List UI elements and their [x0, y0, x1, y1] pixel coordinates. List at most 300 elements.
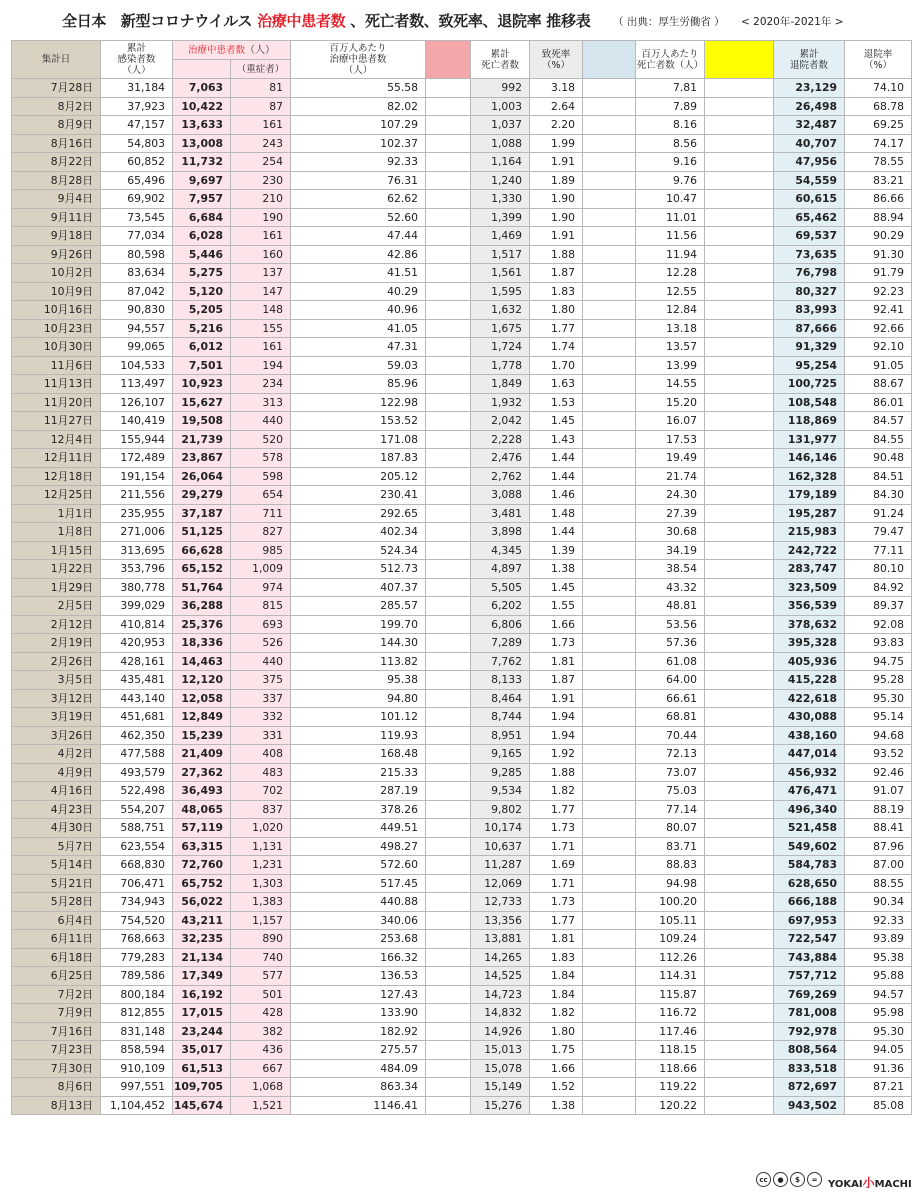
table-row: [12, 1078, 912, 1097]
cell-blue-spacer: [583, 171, 636, 190]
cell-blue-spacer: [583, 227, 636, 246]
cell-per-million-deaths: 72.13: [636, 745, 705, 764]
cell-yellow-spacer: [705, 893, 774, 912]
cell-blue-spacer: [583, 1004, 636, 1023]
cell-fatality-rate: 1.48: [530, 504, 583, 523]
cell-yellow-spacer: [705, 208, 774, 227]
cell-discharge-rate: 88.41: [845, 819, 912, 838]
cell-blue-spacer: [583, 560, 636, 579]
cell-cumulative-infected: 83,634: [101, 264, 173, 283]
cell-discharge-rate: 74.17: [845, 134, 912, 153]
cell-discharge-rate: 80.10: [845, 560, 912, 579]
cell-per-million-deaths: 21.74: [636, 467, 705, 486]
cell-fatality-rate: 1.38: [530, 560, 583, 579]
cell-cumulative-deaths: 1,330: [471, 190, 530, 209]
cell-treatment-accent: [426, 671, 471, 690]
cell-fatality-rate: 1.73: [530, 819, 583, 838]
cell-per-million-deaths: 117.46: [636, 1022, 705, 1041]
cell-in-treatment: 65,752: [173, 874, 231, 893]
cell-in-treatment: 13,008: [173, 134, 231, 153]
cell-cumulative-deaths: 9,165: [471, 745, 530, 764]
cell-cumulative-discharged: 438,160: [774, 726, 845, 745]
cell-cumulative-infected: 588,751: [101, 819, 173, 838]
cell-yellow-spacer: [705, 190, 774, 209]
cell-per-million-treatment: 863.34: [291, 1078, 426, 1097]
cell-discharge-rate: 84.51: [845, 467, 912, 486]
cell-per-million-treatment: 127.43: [291, 985, 426, 1004]
cell-blue-spacer: [583, 837, 636, 856]
cell-cumulative-infected: 37,923: [101, 97, 173, 116]
table-row: [12, 541, 912, 560]
cell-cumulative-deaths: 6,202: [471, 597, 530, 616]
cell-treatment-accent: [426, 412, 471, 431]
cell-cumulative-deaths: 14,926: [471, 1022, 530, 1041]
cell-in-treatment: 63,315: [173, 837, 231, 856]
cell-cumulative-deaths: 1,932: [471, 393, 530, 412]
cell-severe: 577: [231, 967, 291, 986]
cell-discharge-rate: 86.01: [845, 393, 912, 412]
table-row: [12, 301, 912, 320]
cell-per-million-deaths: 115.87: [636, 985, 705, 1004]
cell-treatment-accent: [426, 1022, 471, 1041]
cell-date: 1月8日: [12, 523, 101, 542]
table-row: [12, 412, 912, 431]
cell-cumulative-deaths: 1,724: [471, 338, 530, 357]
cell-date: 5月7日: [12, 837, 101, 856]
cell-per-million-deaths: 9.16: [636, 153, 705, 172]
cell-cumulative-infected: 858,594: [101, 1041, 173, 1060]
cell-cumulative-deaths: 2,762: [471, 467, 530, 486]
cell-blue-spacer: [583, 1022, 636, 1041]
cell-per-million-treatment: 40.29: [291, 282, 426, 301]
cell-severe: 1,009: [231, 560, 291, 579]
cell-severe: 408: [231, 745, 291, 764]
cell-discharge-rate: 94.68: [845, 726, 912, 745]
cell-per-million-deaths: 70.44: [636, 726, 705, 745]
cell-discharge-rate: 92.66: [845, 319, 912, 338]
cell-cumulative-discharged: 521,458: [774, 819, 845, 838]
cell-blue-spacer: [583, 1078, 636, 1097]
cell-in-treatment: 61,513: [173, 1059, 231, 1078]
in-treatment-label: 治療中患者数: [188, 44, 246, 56]
cell-fatality-rate: 1.91: [530, 153, 583, 172]
cell-severe: 161: [231, 227, 291, 246]
cell-cumulative-discharged: 781,008: [774, 1004, 845, 1023]
table-row: [12, 171, 912, 190]
cell-per-million-treatment: 407.37: [291, 578, 426, 597]
table-row: [12, 652, 912, 671]
cell-discharge-rate: 92.08: [845, 615, 912, 634]
cell-treatment-accent: [426, 375, 471, 394]
cell-yellow-spacer: [705, 1041, 774, 1060]
cell-per-million-treatment: 378.26: [291, 800, 426, 819]
cell-fatality-rate: 3.18: [530, 79, 583, 98]
cell-treatment-accent: [426, 208, 471, 227]
table-row: [12, 615, 912, 634]
cell-in-treatment: 11,732: [173, 153, 231, 172]
cell-cumulative-infected: 77,034: [101, 227, 173, 246]
cell-severe: 440: [231, 652, 291, 671]
cell-fatality-rate: 1.84: [530, 967, 583, 986]
cell-per-million-deaths: 12.84: [636, 301, 705, 320]
cell-yellow-spacer: [705, 671, 774, 690]
cell-blue-spacer: [583, 652, 636, 671]
cell-cumulative-discharged: 666,188: [774, 893, 845, 912]
cell-per-million-deaths: 57.36: [636, 634, 705, 653]
cell-fatality-rate: 1.80: [530, 301, 583, 320]
cell-cumulative-infected: 94,557: [101, 319, 173, 338]
cell-yellow-spacer: [705, 911, 774, 930]
table-row: [12, 79, 912, 98]
cell-cumulative-infected: 104,533: [101, 356, 173, 375]
cell-per-million-treatment: 144.30: [291, 634, 426, 653]
cell-in-treatment: 7,501: [173, 356, 231, 375]
cell-discharge-rate: 94.05: [845, 1041, 912, 1060]
cell-in-treatment: 65,152: [173, 560, 231, 579]
cell-severe: 827: [231, 523, 291, 542]
cell-in-treatment: 14,463: [173, 652, 231, 671]
cell-per-million-deaths: 119.22: [636, 1078, 705, 1097]
cell-cumulative-deaths: 1,849: [471, 375, 530, 394]
cell-yellow-spacer: [705, 486, 774, 505]
cell-per-million-deaths: 118.15: [636, 1041, 705, 1060]
cell-severe: 520: [231, 430, 291, 449]
cell-fatality-rate: 1.75: [530, 1041, 583, 1060]
cell-cumulative-infected: 754,520: [101, 911, 173, 930]
cell-severe: 483: [231, 763, 291, 782]
cell-severe: 243: [231, 134, 291, 153]
cell-blue-spacer: [583, 319, 636, 338]
cell-blue-spacer: [583, 708, 636, 727]
cell-date: 3月26日: [12, 726, 101, 745]
cell-blue-spacer: [583, 893, 636, 912]
cell-per-million-treatment: 47.31: [291, 338, 426, 357]
cell-date: 10月16日: [12, 301, 101, 320]
table-row: [12, 97, 912, 116]
cell-cumulative-infected: 768,663: [101, 930, 173, 949]
cell-fatality-rate: 1.71: [530, 874, 583, 893]
cell-yellow-spacer: [705, 356, 774, 375]
cell-in-treatment: 145,674: [173, 1096, 231, 1115]
cell-yellow-spacer: [705, 430, 774, 449]
cell-cumulative-deaths: 8,744: [471, 708, 530, 727]
cell-fatality-rate: 1.83: [530, 282, 583, 301]
cell-per-million-treatment: 168.48: [291, 745, 426, 764]
cell-per-million-deaths: 12.55: [636, 282, 705, 301]
cell-in-treatment: 5,205: [173, 301, 231, 320]
cell-discharge-rate: 92.23: [845, 282, 912, 301]
cell-treatment-accent: [426, 1041, 471, 1060]
cell-cumulative-infected: 140,419: [101, 412, 173, 431]
cell-fatality-rate: 1.87: [530, 671, 583, 690]
col-cumulative-infected-header: 累計 感染者数 （人）: [101, 41, 173, 79]
cell-discharge-rate: 88.19: [845, 800, 912, 819]
cell-fatality-rate: 1.94: [530, 708, 583, 727]
cell-in-treatment: 12,849: [173, 708, 231, 727]
cell-discharge-rate: 95.38: [845, 948, 912, 967]
cell-per-million-deaths: 48.81: [636, 597, 705, 616]
cell-cumulative-discharged: 447,014: [774, 745, 845, 764]
cell-yellow-spacer: [705, 449, 774, 468]
table-row: [12, 1059, 912, 1078]
cell-treatment-accent: [426, 1059, 471, 1078]
cell-in-treatment: 21,409: [173, 745, 231, 764]
cell-severe: 161: [231, 338, 291, 357]
cell-date: 2月19日: [12, 634, 101, 653]
cell-date: 9月4日: [12, 190, 101, 209]
cell-fatality-rate: 1.44: [530, 449, 583, 468]
cell-cumulative-deaths: 1,037: [471, 116, 530, 135]
cell-discharge-rate: 86.66: [845, 190, 912, 209]
cell-cumulative-deaths: 2,476: [471, 449, 530, 468]
table-row: [12, 467, 912, 486]
cell-cumulative-discharged: 87,666: [774, 319, 845, 338]
cell-yellow-spacer: [705, 634, 774, 653]
cell-in-treatment: 9,697: [173, 171, 231, 190]
cell-severe: 440: [231, 412, 291, 431]
cell-blue-spacer: [583, 689, 636, 708]
cell-cumulative-infected: 399,029: [101, 597, 173, 616]
cell-cumulative-infected: 87,042: [101, 282, 173, 301]
cell-blue-spacer: [583, 282, 636, 301]
table-row: [12, 208, 912, 227]
cell-fatality-rate: 1.46: [530, 486, 583, 505]
cell-in-treatment: 15,239: [173, 726, 231, 745]
cell-per-million-treatment: 133.90: [291, 1004, 426, 1023]
cell-treatment-accent: [426, 467, 471, 486]
table-row: [12, 153, 912, 172]
cell-yellow-spacer: [705, 689, 774, 708]
cell-cumulative-discharged: 872,697: [774, 1078, 845, 1097]
cell-treatment-accent: [426, 541, 471, 560]
cell-blue-spacer: [583, 726, 636, 745]
cell-in-treatment: 16,192: [173, 985, 231, 1004]
cell-in-treatment: 5,216: [173, 319, 231, 338]
cell-discharge-rate: 79.47: [845, 523, 912, 542]
cell-cumulative-deaths: 3,088: [471, 486, 530, 505]
cell-yellow-spacer: [705, 782, 774, 801]
cell-per-million-deaths: 10.47: [636, 190, 705, 209]
cell-yellow-spacer: [705, 338, 774, 357]
cell-per-million-deaths: 64.00: [636, 671, 705, 690]
cell-severe: 1,068: [231, 1078, 291, 1097]
cell-cumulative-deaths: 1,003: [471, 97, 530, 116]
footer-logos: [756, 1170, 912, 1192]
cell-discharge-rate: 89.37: [845, 597, 912, 616]
cell-per-million-treatment: 41.05: [291, 319, 426, 338]
cell-date: 9月11日: [12, 208, 101, 227]
cell-treatment-accent: [426, 504, 471, 523]
cell-fatality-rate: 2.20: [530, 116, 583, 135]
cell-cumulative-deaths: 12,069: [471, 874, 530, 893]
table-row: [12, 985, 912, 1004]
cell-per-million-deaths: 11.01: [636, 208, 705, 227]
col-cumulative-deaths-header: 累計 死亡者数: [471, 41, 530, 79]
cell-per-million-deaths: 80.07: [636, 819, 705, 838]
cell-discharge-rate: 95.98: [845, 1004, 912, 1023]
cell-blue-spacer: [583, 615, 636, 634]
cell-blue-spacer: [583, 671, 636, 690]
cell-blue-spacer: [583, 819, 636, 838]
cell-treatment-accent: [426, 708, 471, 727]
cell-discharge-rate: 95.88: [845, 967, 912, 986]
cell-per-million-treatment: 524.34: [291, 541, 426, 560]
cell-treatment-accent: [426, 227, 471, 246]
cell-treatment-accent: [426, 356, 471, 375]
cell-per-million-treatment: 340.06: [291, 911, 426, 930]
cell-yellow-spacer: [705, 412, 774, 431]
cell-per-million-treatment: 62.62: [291, 190, 426, 209]
cell-cumulative-deaths: 2,228: [471, 430, 530, 449]
cell-cumulative-discharged: 476,471: [774, 782, 845, 801]
cell-blue-spacer: [583, 301, 636, 320]
table-row: [12, 893, 912, 912]
cell-discharge-rate: 88.55: [845, 874, 912, 893]
cell-severe: 654: [231, 486, 291, 505]
cell-fatality-rate: 1.81: [530, 930, 583, 949]
nc-icon: $: [790, 1172, 805, 1187]
cell-per-million-treatment: 101.12: [291, 708, 426, 727]
cell-treatment-accent: [426, 393, 471, 412]
cell-date: 6月18日: [12, 948, 101, 967]
cell-cumulative-infected: 155,944: [101, 430, 173, 449]
cell-treatment-accent: [426, 116, 471, 135]
cell-yellow-spacer: [705, 116, 774, 135]
cell-per-million-deaths: 19.49: [636, 449, 705, 468]
table-row: [12, 597, 912, 616]
cell-cumulative-infected: 997,551: [101, 1078, 173, 1097]
cell-cumulative-discharged: 283,747: [774, 560, 845, 579]
cell-severe: 337: [231, 689, 291, 708]
cell-date: 9月26日: [12, 245, 101, 264]
cell-cumulative-deaths: 5,505: [471, 578, 530, 597]
cell-per-million-treatment: 517.45: [291, 874, 426, 893]
cell-cumulative-deaths: 12,733: [471, 893, 530, 912]
title-prefix: 全日本 新型コロナウイルス: [62, 12, 253, 30]
cell-per-million-treatment: 52.60: [291, 208, 426, 227]
cell-per-million-treatment: 187.83: [291, 449, 426, 468]
cell-blue-spacer: [583, 634, 636, 653]
cell-per-million-treatment: 136.53: [291, 967, 426, 986]
cell-blue-spacer: [583, 1059, 636, 1078]
cell-severe: 1,131: [231, 837, 291, 856]
cell-in-treatment: 5,275: [173, 264, 231, 283]
cell-blue-spacer: [583, 97, 636, 116]
cell-cumulative-infected: 113,497: [101, 375, 173, 394]
cell-in-treatment: 10,422: [173, 97, 231, 116]
cell-date: 12月25日: [12, 486, 101, 505]
cell-cumulative-discharged: 422,618: [774, 689, 845, 708]
cell-blue-spacer: [583, 393, 636, 412]
cell-cumulative-infected: 668,830: [101, 856, 173, 875]
cell-cumulative-discharged: 943,502: [774, 1096, 845, 1115]
cell-discharge-rate: 87.00: [845, 856, 912, 875]
cell-cumulative-deaths: 8,951: [471, 726, 530, 745]
cell-discharge-rate: 91.36: [845, 1059, 912, 1078]
cell-discharge-rate: 83.21: [845, 171, 912, 190]
cell-cumulative-discharged: 743,884: [774, 948, 845, 967]
cell-in-treatment: 17,349: [173, 967, 231, 986]
cell-cumulative-discharged: 40,707: [774, 134, 845, 153]
cell-cumulative-infected: 554,207: [101, 800, 173, 819]
cell-cumulative-infected: 477,588: [101, 745, 173, 764]
cell-severe: 1,521: [231, 1096, 291, 1115]
cell-discharge-rate: 91.24: [845, 504, 912, 523]
cell-treatment-accent: [426, 319, 471, 338]
cell-yellow-spacer: [705, 578, 774, 597]
cell-yellow-spacer: [705, 837, 774, 856]
col-in-treatment-sub: [173, 60, 231, 79]
cell-per-million-treatment: 205.12: [291, 467, 426, 486]
cell-discharge-rate: 95.30: [845, 689, 912, 708]
cell-treatment-accent: [426, 652, 471, 671]
cell-yellow-spacer: [705, 171, 774, 190]
cell-treatment-accent: [426, 782, 471, 801]
cell-cumulative-infected: 380,778: [101, 578, 173, 597]
cell-fatality-rate: 1.43: [530, 430, 583, 449]
cell-discharge-rate: 95.30: [845, 1022, 912, 1041]
cell-treatment-accent: [426, 911, 471, 930]
cell-cumulative-deaths: 1,399: [471, 208, 530, 227]
cell-treatment-accent: [426, 560, 471, 579]
col-fatality-rate-header: 致死率 （%）: [530, 41, 583, 79]
cell-per-million-deaths: 100.20: [636, 893, 705, 912]
cell-per-million-deaths: 66.61: [636, 689, 705, 708]
cell-severe: 890: [231, 930, 291, 949]
cell-date: 4月23日: [12, 800, 101, 819]
cell-fatality-rate: 1.63: [530, 375, 583, 394]
cell-per-million-treatment: 59.03: [291, 356, 426, 375]
cell-in-treatment: 5,446: [173, 245, 231, 264]
cell-per-million-deaths: 11.94: [636, 245, 705, 264]
cell-severe: 147: [231, 282, 291, 301]
cell-cumulative-infected: 90,830: [101, 301, 173, 320]
cell-severe: 230: [231, 171, 291, 190]
nd-icon: =: [807, 1172, 822, 1187]
title-bar: [0, 0, 917, 40]
cell-date: 11月13日: [12, 375, 101, 394]
cell-cumulative-discharged: 757,712: [774, 967, 845, 986]
cell-yellow-spacer: [705, 615, 774, 634]
cell-yellow-spacer: [705, 597, 774, 616]
cell-yellow-spacer: [705, 245, 774, 264]
cell-fatality-rate: 1.90: [530, 208, 583, 227]
cell-per-million-deaths: 13.57: [636, 338, 705, 357]
cell-cumulative-discharged: 833,518: [774, 1059, 845, 1078]
cell-cumulative-discharged: 415,228: [774, 671, 845, 690]
col-treatment-accent-header: [426, 41, 471, 79]
cell-cumulative-infected: 60,852: [101, 153, 173, 172]
table-row: [12, 356, 912, 375]
table-row: [12, 689, 912, 708]
cell-per-million-deaths: 30.68: [636, 523, 705, 542]
cell-fatality-rate: 1.44: [530, 523, 583, 542]
cell-per-million-deaths: 34.19: [636, 541, 705, 560]
cell-blue-spacer: [583, 948, 636, 967]
table-row: [12, 227, 912, 246]
cell-in-treatment: 12,120: [173, 671, 231, 690]
cell-in-treatment: 36,288: [173, 597, 231, 616]
cell-yellow-spacer: [705, 282, 774, 301]
cell-severe: 194: [231, 356, 291, 375]
year-range: < 2020年-2021年 >: [741, 16, 844, 28]
cell-fatality-rate: 1.89: [530, 171, 583, 190]
cell-severe: 501: [231, 985, 291, 1004]
cell-discharge-rate: 90.29: [845, 227, 912, 246]
cell-fatality-rate: 1.91: [530, 227, 583, 246]
cell-severe: 155: [231, 319, 291, 338]
cell-in-treatment: 56,022: [173, 893, 231, 912]
